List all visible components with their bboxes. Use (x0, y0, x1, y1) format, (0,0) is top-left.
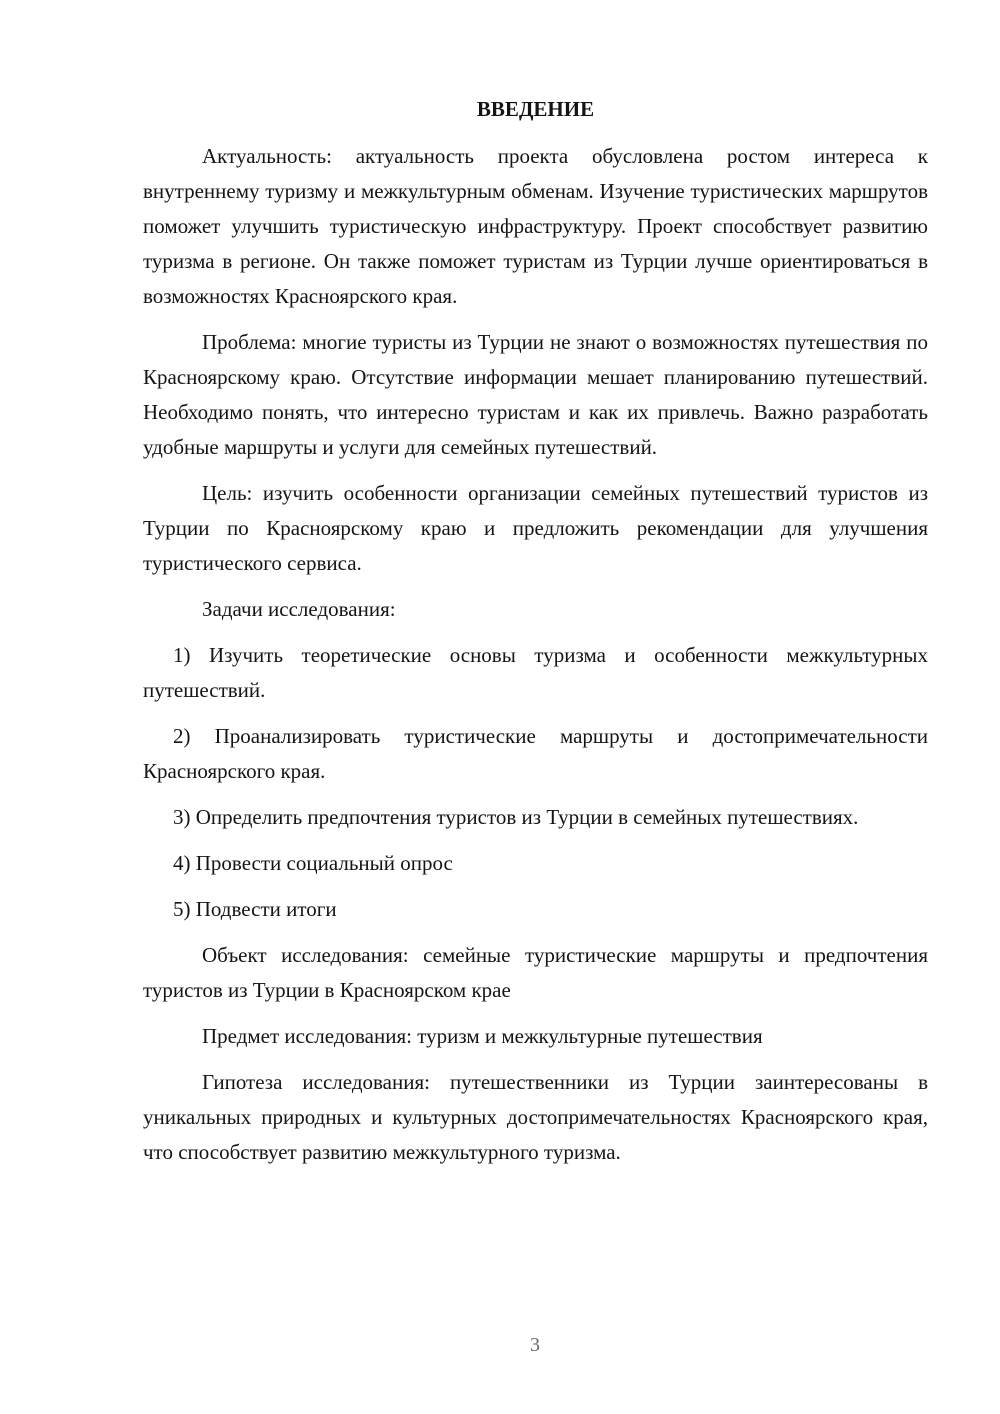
paragraph-subject: Предмет исследования: туризм и межкультурные путешествия (202, 1024, 763, 1048)
task-item: 1) Изучить теоретические основы туризма и особенности межкультурных путешествий. (143, 643, 928, 702)
page-title: ВВЕДЕНИЕ (476, 97, 595, 121)
paragraph-problem: Проблема: многие туристы из Турции не знают о возможностях путешествия по Красноярскому краю. Отсутствие информации мешает планированию путешествий. Необходимо понять, что интересно туристам и как их привлечь. Важно разработать удобные маршруты и услуги для семейных путешествий. (143, 330, 928, 459)
task-item: 2) Проанализировать туристические маршруты и достопримечательности Красноярского края. (143, 724, 928, 783)
task-item: 5) Подвести итоги (173, 897, 337, 921)
paragraph-goal: Цель: изучить особенности организации семейных путешествий туристов из Турции по Красноярскому краю и предложить рекомендации для улучшения туристического сервиса. (143, 481, 928, 575)
paragraph-relevance: Актуальность: актуальность проекта обусловлена ростом интереса к внутреннему туризму и межкультурным обменам. Изучение туристических маршрутов поможет улучшить туристическую инфраструктуру. Проект способствует развитию туризма в регионе. Он также поможет туристам из Турции лучше ориентироваться в возможностях Красноярского края. (143, 144, 928, 308)
page-number: 3 (530, 1334, 540, 1356)
paragraph-hypothesis: Гипотеза исследования: путешественники из Турции заинтересованы в уникальных природных и культурных достопримечательностях Красноярского края, что способствует развитию межкультурного туризма. (143, 1070, 928, 1164)
task-item: 4) Провести социальный опрос (173, 851, 453, 875)
paragraph-tasks-intro: Задачи исследования: (202, 597, 396, 621)
page-body (143, 92, 928, 1181)
task-item: 3) Определить предпочтения туристов из Турции в семейных путешествиях. (173, 805, 859, 829)
paragraph-object: Объект исследования: семейные туристические маршруты и предпочтения туристов из Турции в Красноярском крае (143, 943, 928, 1002)
